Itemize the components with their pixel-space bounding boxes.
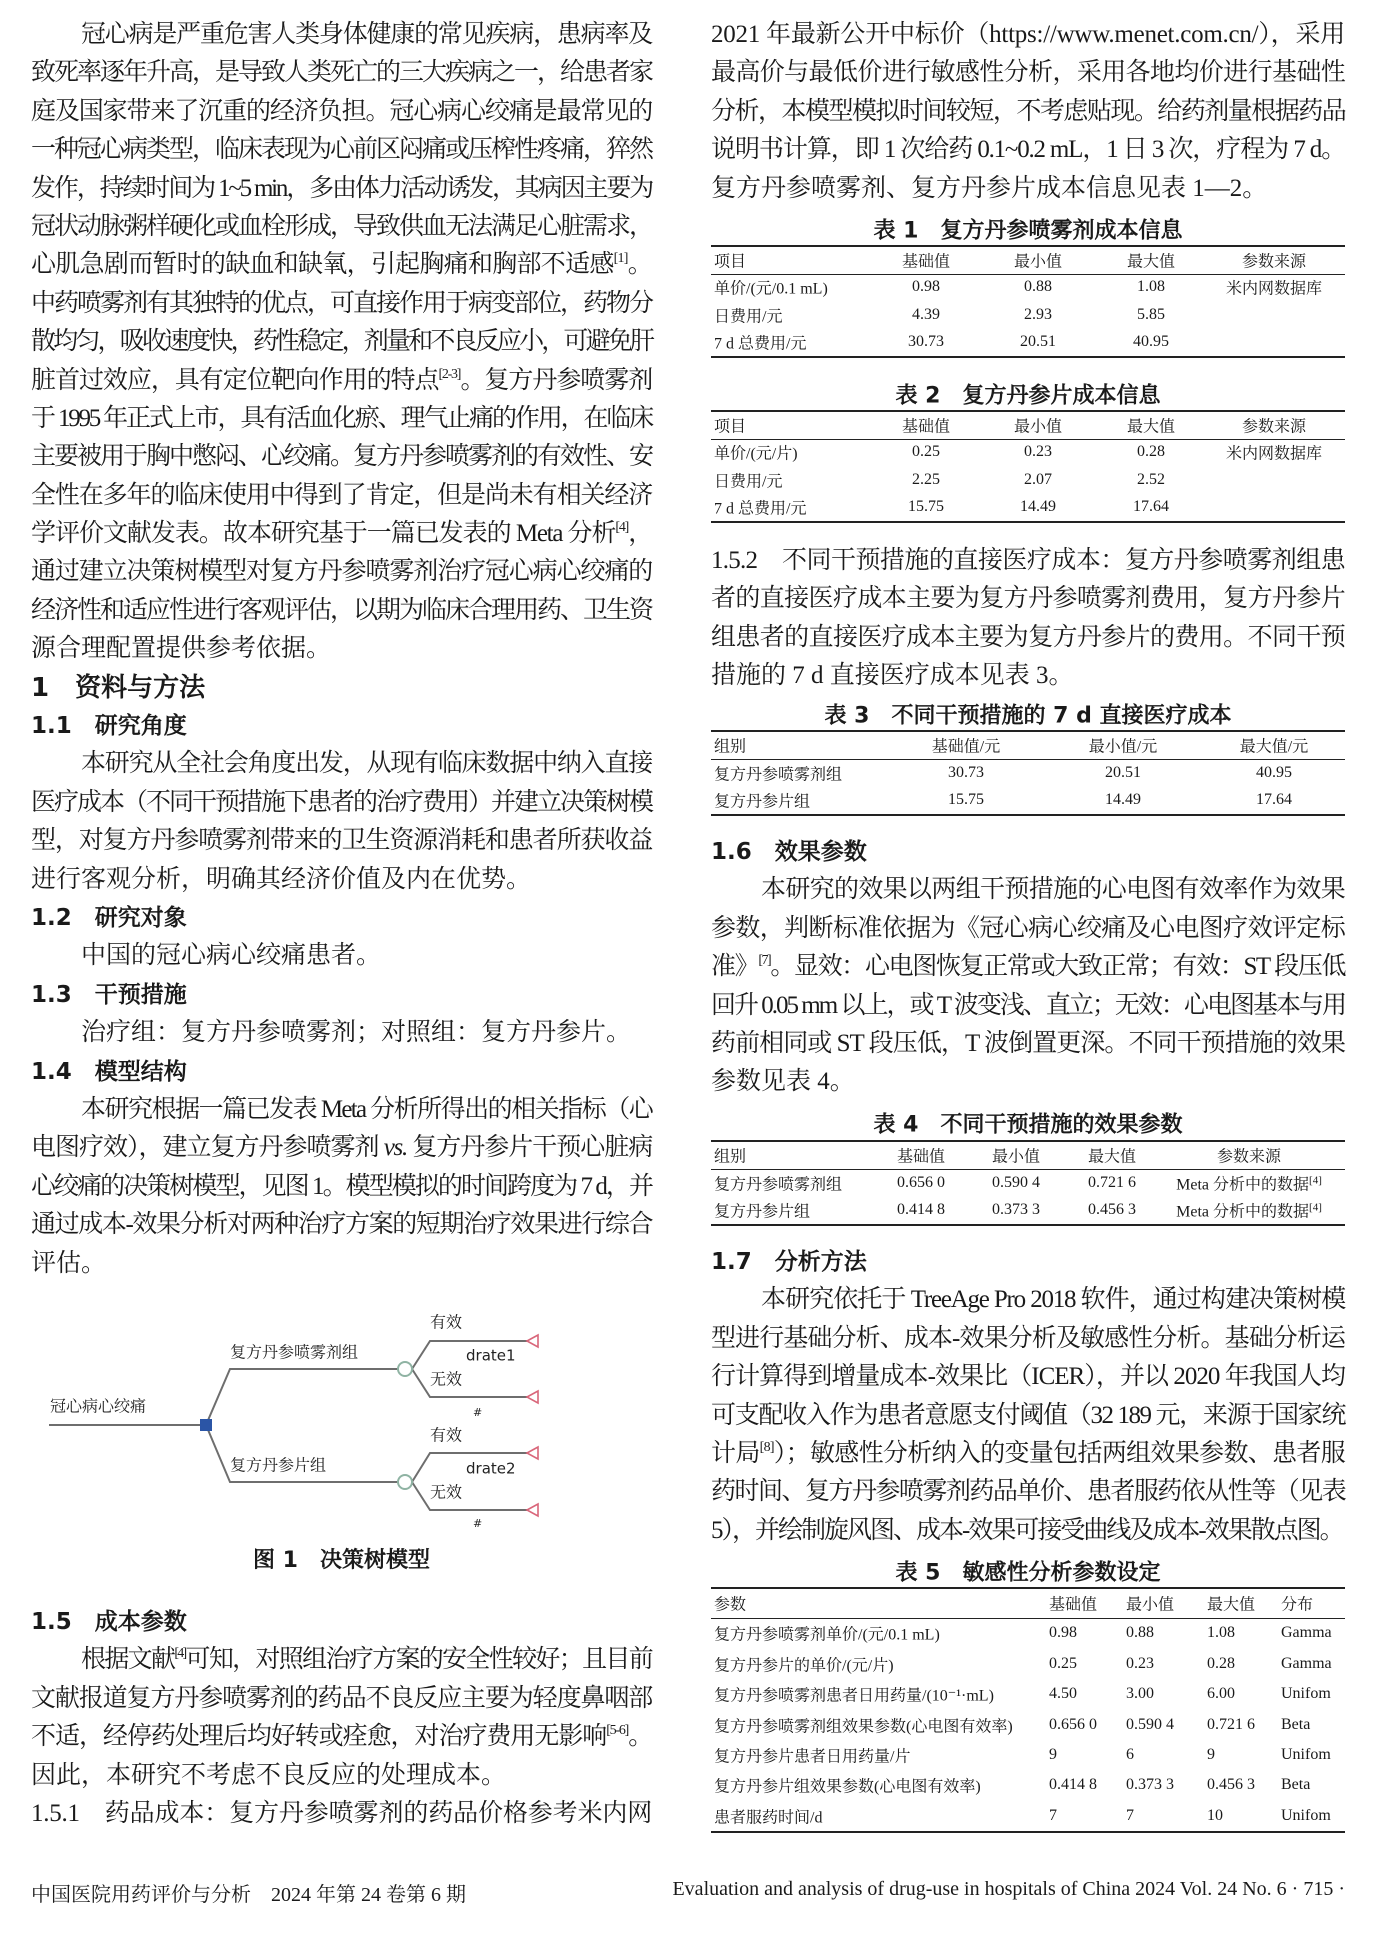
table-header-cell: 最小值 xyxy=(1013,418,1063,436)
text-line: 可支配收入作为患者意愿支付阈值（32 189 元，来源于国家统 xyxy=(711,1401,1345,1429)
table-cell: 6 xyxy=(1126,1746,1134,1763)
table-header-cell: 组别 xyxy=(714,1148,747,1166)
table-cell: 15.75 xyxy=(908,497,944,515)
table-cell: 0.656 0 xyxy=(897,1173,945,1191)
probability-label: drate1 xyxy=(466,1346,516,1365)
table-header-cell: 组别 xyxy=(714,738,747,756)
text-line: 型进行基础分析、成本-效果分析及敏感性分析。基础分析运 xyxy=(711,1324,1345,1352)
subsection-heading: 1.1 研究角度 xyxy=(31,713,187,740)
table-title: 表 3 不同干预措施的 7 d 直接医疗成本 xyxy=(824,703,1232,729)
terminal-node-triangle xyxy=(527,1391,538,1403)
table-header-cell: 最大值 xyxy=(1126,418,1176,436)
table-cell: 9 xyxy=(1207,1746,1215,1763)
table-header-rule xyxy=(711,1618,1345,1619)
table-cell: 0.88 xyxy=(1126,1624,1154,1642)
table-cell: 4.39 xyxy=(912,305,940,323)
remainder-label: # xyxy=(473,1406,483,1419)
text-line: 本研究根据一篇已发表 Meta 分析所得出的相关指标（心 xyxy=(81,1095,652,1123)
table-title: 表 1 复方丹参喷雾剂成本信息 xyxy=(873,218,1183,244)
table-cell: 1.08 xyxy=(1207,1624,1235,1642)
table-cell: 0.28 xyxy=(1207,1654,1235,1672)
table-cell: 0.98 xyxy=(912,278,940,296)
table-cell: 7 xyxy=(1126,1806,1134,1824)
table-header-cell: 基础值 xyxy=(901,253,951,271)
table-cell: 7 d 总费用/元 xyxy=(714,500,807,518)
table-cell: 复方丹参片组 xyxy=(714,793,811,811)
text-line: 药前相同或 ST 段压低，T 波倒置更深。不同干预措施的效果 xyxy=(711,1029,1345,1057)
text-line: 2021 年最新公开中标价（https://www.menet.com.cn/），采用 xyxy=(711,21,1345,48)
text-line: 心绞痛的决策树模型，见图 1。模型模拟的时间跨度为 7 d，并 xyxy=(31,1172,652,1200)
table-cell: 2.52 xyxy=(1137,470,1165,488)
text-line: 全性在多年的临床使用中得到了肯定，但是尚未有相关经济 xyxy=(31,481,652,509)
table-cell: 14.49 xyxy=(1020,497,1056,515)
table-cell: 复方丹参喷雾剂患者日用药量/(10⁻¹·mL) xyxy=(714,1687,994,1705)
table-cell: 0.721 6 xyxy=(1207,1715,1255,1733)
table-cell: 0.25 xyxy=(912,443,940,461)
table-cell: 2.93 xyxy=(1024,305,1052,323)
chance-node-circle xyxy=(398,1362,412,1376)
footer-journal-cn: 中国医院用药评价与分析 2024 年第 24 卷第 6 期 xyxy=(31,1884,466,1906)
text-line: 散均匀，吸收速度快，药性稳定，剂量和不良反应小，可避免肝 xyxy=(31,328,652,356)
table-bottom-rule xyxy=(711,1224,1345,1226)
table-cell: 10 xyxy=(1207,1806,1223,1824)
text-line: 根据文献[4]可知，对照组治疗方案的安全性较好；且目前 xyxy=(81,1646,652,1674)
text-line: 通过成本-效果分析对两种治疗方案的短期治疗效果进行综合 xyxy=(31,1211,652,1239)
table-cell: 30.73 xyxy=(908,332,944,350)
table-cell: 0.590 4 xyxy=(1126,1715,1174,1733)
table-top-rule xyxy=(711,410,1345,412)
text-line: 说明书计算，即 1 次给药 0.1~0.2 mL，1 日 3 次，疗程为 7 d。 xyxy=(711,136,1345,164)
text-line: 本研究从全社会角度出发，从现有临床数据中纳入直接 xyxy=(81,750,652,778)
table-cell: 0.28 xyxy=(1137,443,1165,461)
table-cell: 患者服药时间/d xyxy=(714,1809,823,1827)
text-line: 组患者的直接医疗成本主要为复方丹参片的费用。不同干预 xyxy=(711,623,1345,651)
text-line: 中国的冠心病心绞痛患者。 xyxy=(81,942,382,970)
text-line: 因此，本研究不考虑不良反应的处理成本。 xyxy=(31,1761,507,1789)
text-line: 回升 0.05 mm 以上，或 T 波变浅、直立；无效：心电图基本与用 xyxy=(711,991,1345,1019)
table-cell: 40.95 xyxy=(1256,763,1292,781)
ineffective-label: 无效 xyxy=(430,1369,463,1389)
text-line: 复方丹参喷雾剂、复方丹参片成本信息见表 1—2。 xyxy=(711,174,1268,202)
table-cell: 米内网数据库 xyxy=(1225,445,1323,463)
text-line: 一种冠心病类型，临床表现为心前区闷痛或压榨性疼痛，猝然 xyxy=(31,136,653,164)
text-line: 致死率逐年升高，是导致人类死亡的三大疾病之一，给患者家 xyxy=(31,59,653,87)
table-cell: 9 xyxy=(1049,1746,1057,1763)
table-header-cell: 参数来源 xyxy=(1241,253,1307,271)
table-cell: Unifom xyxy=(1281,1685,1331,1703)
table-bottom-rule xyxy=(711,521,1345,523)
table-cell: Unifom xyxy=(1281,1746,1331,1763)
table-cell: 复方丹参片组效果参数(心电图有效率) xyxy=(714,1778,981,1796)
subsection-heading: 1.4 模型结构 xyxy=(31,1058,187,1085)
table-title: 表 5 敏感性分析参数设定 xyxy=(895,1560,1161,1586)
table-header-cell: 最大值/元 xyxy=(1239,738,1309,756)
text-line: 脏首过效应，具有定位靶向作用的特点[2-3]。复方丹参喷雾剂 xyxy=(31,366,652,394)
table-cell: 0.25 xyxy=(1049,1654,1077,1672)
citation-ref: [4] xyxy=(615,520,628,536)
remainder-label: # xyxy=(473,1517,483,1530)
table-header-cell: 最小值/元 xyxy=(1088,738,1158,756)
right-para-152 xyxy=(711,542,1345,696)
text-line: 中药喷雾剂有其独特的优点，可直接作用于病变部位，药物分 xyxy=(31,289,653,317)
citation-ref: [8] xyxy=(759,1439,774,1455)
text-line: 措施的 7 d 直接医疗成本见表 3。 xyxy=(711,662,1074,690)
text-line: 冠状动脉粥样硬化或血栓形成，导致供血无法满足心脏需求， xyxy=(31,212,653,240)
table-bottom-rule xyxy=(711,356,1345,358)
table-cell: 2.07 xyxy=(1024,470,1052,488)
text-line: 参数，判断标准依据为《冠心病心绞痛及心电图疗效评定标 xyxy=(711,914,1345,942)
table-cell: 17.64 xyxy=(1133,497,1169,515)
table-cell: 单价/(元/片) xyxy=(714,445,798,463)
text-line: 1.5.2 不同干预措施的直接医疗成本：复方丹参喷雾剂组患 xyxy=(711,547,1345,574)
text-line: 电图疗效），建立复方丹参喷雾剂 vs. 复方丹参片干预心脏病 xyxy=(31,1134,652,1162)
table-header-cell: 参数来源 xyxy=(1216,1148,1282,1166)
subsection-heading: 1.7 分析方法 xyxy=(711,1249,867,1275)
table-header-rule xyxy=(711,274,1345,275)
table-cell: 0.656 0 xyxy=(1049,1715,1097,1733)
table-cell: 0.414 8 xyxy=(1049,1776,1097,1794)
terminal-node-triangle xyxy=(527,1504,538,1516)
citation-ref: [4] xyxy=(174,1646,186,1662)
citation-ref: [7] xyxy=(758,953,771,969)
text-line: 本研究依托于 TreeAge Pro 2018 软件，通过构建决策树模 xyxy=(761,1286,1345,1314)
table-cell: 0.373 3 xyxy=(1126,1776,1174,1794)
table-header-cell: 最大值 xyxy=(1087,1148,1137,1166)
table-header-rule xyxy=(711,759,1345,760)
text-line: 药时间、复方丹参喷雾剂药品单价、患者服药依从性等（见表 xyxy=(711,1478,1345,1506)
table-cell: 单价/(元/0.1 mL) xyxy=(714,280,828,298)
text-line: 心肌急剧而暂时的缺血和缺氧，引起胸痛和胸部不适感[1]。 xyxy=(31,251,652,279)
terminal-node-triangle xyxy=(527,1335,538,1347)
text-line: 庭及国家带来了沉重的经济负担。冠心病心绞痛是最常见的 xyxy=(31,97,652,125)
table-cell: 复方丹参喷雾剂组 xyxy=(714,766,843,783)
table-top-rule xyxy=(711,1140,1345,1142)
table-cell: 0.373 3 xyxy=(992,1201,1040,1218)
citation-ref: [4] xyxy=(1309,1201,1322,1214)
table-header-cell: 参数 xyxy=(714,1596,747,1614)
table-cell: 复方丹参片的单价/(元/片) xyxy=(714,1657,894,1675)
table-cell: Gamma xyxy=(1281,1654,1332,1672)
table-cell: 0.23 xyxy=(1126,1654,1154,1672)
table-cell: 复方丹参喷雾剂单价/(元/0.1 mL) xyxy=(714,1626,940,1644)
table-top-rule xyxy=(711,1587,1345,1589)
table-top-rule xyxy=(711,245,1345,247)
table-header-cell: 分布 xyxy=(1281,1596,1314,1614)
effective-label: 有效 xyxy=(430,1312,463,1332)
text-line: 本研究的效果以两组干预措施的心电图有效率作为效果 xyxy=(761,876,1345,904)
section-heading: 1 资料与方法 xyxy=(31,672,206,703)
italic-term: vs. xyxy=(383,1134,408,1162)
table-cell: 5.85 xyxy=(1137,305,1165,323)
table-header-rule xyxy=(711,439,1345,440)
table-bottom-rule xyxy=(711,1831,1345,1833)
branch-tablet-label: 复方丹参片组 xyxy=(230,1455,327,1475)
probability-label: drate2 xyxy=(466,1459,516,1478)
text-line: 准》[7]。显效：心电图恢复正常或大致正常；有效：ST 段压低 xyxy=(711,953,1345,981)
table-header-cell: 最大值 xyxy=(1126,253,1176,271)
table-cell: 7 xyxy=(1049,1806,1057,1824)
branch-spray-label: 复方丹参喷雾剂组 xyxy=(230,1342,359,1362)
text-line: 冠心病是严重危害人类身体健康的常见疾病，患病率及 xyxy=(81,21,652,48)
table-cell: 0.456 3 xyxy=(1088,1201,1136,1218)
text-line: 者的直接医疗成本主要为复方丹参喷雾剂费用，复方丹参片 xyxy=(711,585,1345,613)
table-cell: 40.95 xyxy=(1133,332,1169,350)
text-line: 分析，本模型模拟时间较短，不考虑贴现。给药剂量根据药品 xyxy=(711,97,1345,125)
branch-spray xyxy=(206,1369,398,1425)
text-line: 参数见表 4。 xyxy=(711,1068,855,1096)
ineffective-label: 无效 xyxy=(430,1482,463,1502)
table-header-cell: 项目 xyxy=(714,418,747,436)
table-cell: 17.64 xyxy=(1256,791,1292,808)
table-cell: 30.73 xyxy=(948,763,984,781)
table-cell: 0.98 xyxy=(1049,1624,1077,1642)
chance-node-circle xyxy=(398,1475,412,1489)
text-line: 医疗成本（不同干预措施下患者的治疗费用）并建立决策树模 xyxy=(31,788,653,816)
table-cell: 0.456 3 xyxy=(1207,1776,1255,1794)
table-cell: 0.590 4 xyxy=(992,1173,1040,1191)
text-line: 主要被用于胸中憋闷、心绞痛。复方丹参喷雾剂的有效性、安 xyxy=(31,443,653,471)
right-para-1 xyxy=(711,16,1345,208)
figure-caption: 图 1 决策树模型 xyxy=(253,1548,430,1573)
text-line: 评估。 xyxy=(31,1249,107,1277)
left-text-block-a xyxy=(31,16,652,1283)
decision-tree-figure xyxy=(0,1280,660,1540)
table-header-cell: 最小值 xyxy=(1013,253,1063,271)
text-line: 计局[8]）；敏感性分析纳入的变量包括两组效果参数、患者服 xyxy=(711,1439,1345,1467)
text-line: 不适，经停药处理后均好转或痊愈，对治疗费用无影响[5-6]。 xyxy=(31,1723,652,1751)
table-header-cell: 基础值 xyxy=(1049,1596,1098,1614)
table-cell: 1.08 xyxy=(1137,278,1165,296)
table-cell: 复方丹参喷雾剂组效果参数(心电图有效率) xyxy=(714,1718,1013,1736)
table-header-cell: 基础值 xyxy=(901,418,951,436)
left-text-block-b xyxy=(31,1603,652,1833)
table-cell: 7 d 总费用/元 xyxy=(714,335,807,353)
table-cell: 15.75 xyxy=(948,791,984,808)
table-cell: 2.25 xyxy=(912,470,940,488)
right-section-17 xyxy=(711,1243,1345,1550)
table-title: 表 4 不同干预措施的效果参数 xyxy=(873,1112,1183,1138)
table-cell: 0.23 xyxy=(1024,443,1052,461)
footer-journal-en: Evaluation and analysis of drug-use in hospitals of China 2024 Vol. 24 No. 6 · 715 · xyxy=(672,1878,1345,1900)
table-cell: Meta 分析中的数据[4] xyxy=(1176,1201,1322,1221)
decision-node-square xyxy=(200,1419,212,1431)
table-cell: 日费用/元 xyxy=(714,308,783,326)
text-line: 治疗组：复方丹参喷雾剂；对照组：复方丹参片。 xyxy=(81,1019,632,1047)
table-header-cell: 基础值/元 xyxy=(931,738,1001,756)
table-cell: Unifom xyxy=(1281,1806,1331,1824)
terminal-node-triangle xyxy=(527,1447,538,1459)
text-line: 1.5.1 药品成本：复方丹参喷雾剂的药品价格参考米内网 xyxy=(31,1799,652,1827)
table-cell: Beta xyxy=(1281,1776,1311,1794)
subsection-heading: 1.6 效果参数 xyxy=(711,839,867,865)
text-line: 经济性和适应性进行客观评估，以期为临床合理用药、卫生资 xyxy=(31,596,653,624)
text-line: 学评价文献发表。故本研究基于一篇已发表的 Meta 分析[4]， xyxy=(31,520,652,548)
table-header-cell: 项目 xyxy=(714,253,747,271)
text-line: 最高价与最低价进行敏感性分析，采用各地均价进行基础性 xyxy=(711,59,1345,87)
effective-label: 有效 xyxy=(430,1425,463,1445)
table-cell: 复方丹参片患者日用药量/片 xyxy=(714,1748,911,1766)
subsection-heading: 1.3 干预措施 xyxy=(31,981,187,1008)
subsection-heading: 1.5 成本参数 xyxy=(31,1609,187,1635)
citation-ref: [4] xyxy=(1309,1174,1322,1186)
text-line: 于 1995 年正式上市，具有活血化瘀、理气止痛的作用，在临床 xyxy=(31,404,652,432)
text-line: 通过建立决策树模型对复方丹参喷雾剂治疗冠心病心绞痛的 xyxy=(31,558,652,586)
table-cell: 3.00 xyxy=(1126,1685,1154,1703)
right-section-16 xyxy=(711,833,1345,1102)
table-cell: Meta 分析中的数据[4] xyxy=(1176,1174,1322,1193)
table-cell: 复方丹参片组 xyxy=(714,1203,811,1221)
table-cell: 日费用/元 xyxy=(714,473,783,491)
table-cell: 复方丹参喷雾剂组 xyxy=(714,1176,843,1193)
table-header-cell: 最小值 xyxy=(991,1148,1041,1166)
text-line: 进行客观分析，明确其经济价值及内在优势。 xyxy=(31,865,532,893)
table-cell: Beta xyxy=(1281,1715,1311,1733)
citation-ref: [5-6] xyxy=(606,1723,629,1739)
text-line: 型，对复方丹参喷雾剂带来的卫生资源消耗和患者所获收益 xyxy=(31,827,652,855)
table-cell: 米内网数据库 xyxy=(1225,280,1323,298)
table-cell: 6.00 xyxy=(1207,1685,1235,1703)
table-title: 表 2 复方丹参片成本信息 xyxy=(895,383,1161,409)
table-cell: 0.721 6 xyxy=(1088,1173,1136,1191)
table-cell: 0.414 8 xyxy=(897,1201,945,1218)
table-bottom-rule xyxy=(711,814,1345,816)
table-header-rule xyxy=(711,1169,1345,1170)
table-cell: 14.49 xyxy=(1105,791,1141,808)
table-cell: 0.88 xyxy=(1024,278,1052,296)
citation-ref: [2-3] xyxy=(438,366,461,382)
citation-ref: [1] xyxy=(613,251,628,267)
subsection-heading: 1.2 研究对象 xyxy=(31,904,187,931)
table-cell: 20.51 xyxy=(1105,763,1141,781)
text-line: 源合理配置提供参考依据。 xyxy=(31,635,332,663)
table-header-cell: 基础值 xyxy=(896,1148,946,1166)
text-line: 文献报道复方丹参喷雾剂的药品不良反应主要为轻度鼻咽部 xyxy=(31,1684,652,1712)
root-label: 冠心病心绞痛 xyxy=(50,1396,147,1416)
table-header-cell: 最小值 xyxy=(1126,1596,1175,1614)
table-header-cell: 参数来源 xyxy=(1241,418,1307,436)
text-line: 行计算得到增量成本-效果比（ICER），并以 2020 年我国人均 xyxy=(711,1363,1345,1391)
table-cell: Gamma xyxy=(1281,1624,1332,1642)
table-cell: 20.51 xyxy=(1020,332,1056,350)
table-top-rule xyxy=(711,730,1345,732)
text-line: 5），并绘制旋风图、成本-效果可接受曲线及成本-效果散点图。 xyxy=(711,1516,1343,1544)
table-cell: 4.50 xyxy=(1049,1685,1077,1703)
text-line: 发作，持续时间为 1~5 min，多由体力活动诱发，其病因主要为 xyxy=(31,174,652,202)
table-header-cell: 最大值 xyxy=(1207,1596,1256,1614)
